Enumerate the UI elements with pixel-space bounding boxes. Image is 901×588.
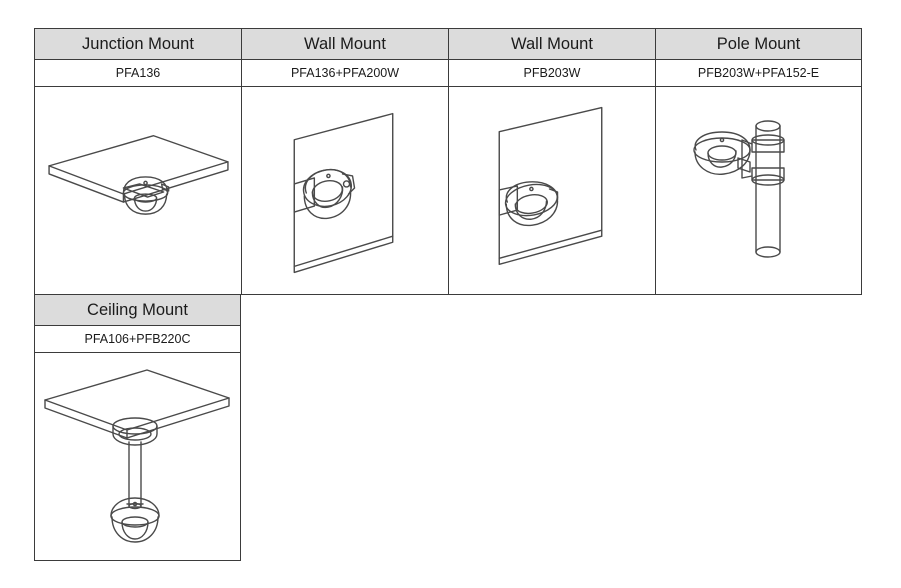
mount-title: Pole Mount — [656, 29, 861, 60]
mount-model: PFB203W+PFA152-E — [656, 60, 861, 87]
mount-figure-wall-pfb203w — [449, 87, 655, 294]
mount-cell-ceiling — [34, 295, 241, 561]
mount-title: Wall Mount — [242, 29, 448, 60]
empty-cell — [448, 295, 655, 561]
mount-cell-junction — [34, 28, 241, 295]
mount-model: PFB203W — [449, 60, 655, 87]
mount-figure-ceiling-pendant — [35, 353, 240, 560]
mount-model: PFA136 — [35, 60, 241, 87]
mount-model: PFA106+PFB220C — [35, 326, 240, 353]
mount-cell-pole — [655, 28, 862, 295]
mount-cell-wall-pfb203w — [448, 28, 655, 295]
mount-cell-wall-pfa200w — [241, 28, 448, 295]
table-row — [34, 295, 862, 561]
mount-title: Junction Mount — [35, 29, 241, 60]
mount-figure-pole — [656, 87, 861, 294]
empty-cell — [655, 295, 862, 561]
mount-title: Ceiling Mount — [35, 295, 240, 326]
mount-options-table — [34, 28, 862, 561]
mount-figure-wall-pfa200w — [242, 87, 448, 294]
mount-title: Wall Mount — [449, 29, 655, 60]
empty-cell — [241, 295, 448, 561]
table-row — [34, 28, 862, 295]
mount-model: PFA136+PFA200W — [242, 60, 448, 87]
mount-figure-junction — [35, 87, 241, 294]
